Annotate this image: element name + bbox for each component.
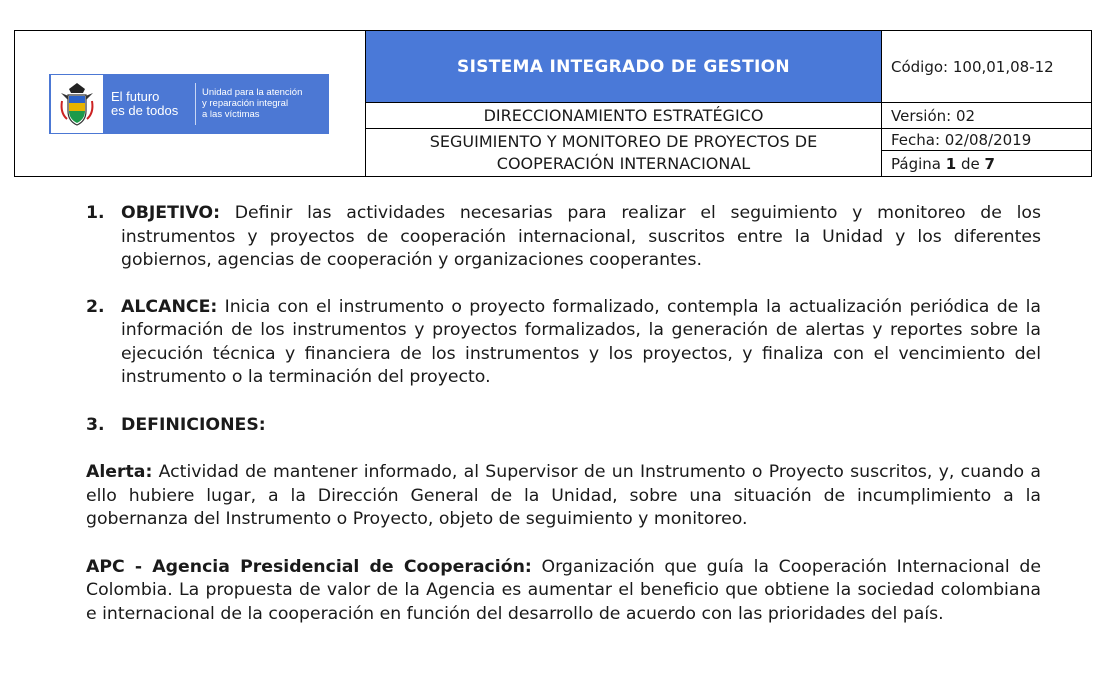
section-objetivo bbox=[86, 202, 1041, 273]
section-body: Definir las actividades necesarias para realizar el seguimiento y monitoreo de los instrumentos y proyectos de cooperación internacional, suscritos entre la Unidad y los diferentes gobiernos, agencias de cooperación y organizaciones cooperantes. bbox=[121, 203, 1041, 270]
definition-text: Organización que guía la Cooperación Internacional de Colombia. La propuesta de valor de la Agencia es aumentar el beneficio que obtiene la sociedad colombiana e internacional de la cooperación en función del desarrollo de acuerdo con las prioridades del país. bbox=[86, 556, 1041, 624]
section-text bbox=[121, 202, 1041, 273]
process-name: DIRECCIONAMIENTO ESTRATÉGICO bbox=[366, 103, 882, 129]
page-prefix: Página bbox=[891, 154, 946, 173]
institution-logo bbox=[49, 74, 329, 134]
document-body bbox=[86, 202, 1041, 626]
definition-text: Actividad de mantener informado, al Supervisor de un Instrumento o Proyecto suscritos, y, cuando a ello hubiere lugar, a la Dirección General de la Unidad, sobre una situación de incumplimiento a la gobernanza del Instrumento o Proyecto, objeto de seguimiento y monitoreo. bbox=[86, 462, 1041, 529]
definition-apc bbox=[86, 556, 1041, 627]
section-number: 1. bbox=[86, 203, 105, 223]
document-header bbox=[14, 30, 1092, 177]
page-separator: de bbox=[956, 154, 985, 173]
definition-term: Alerta: bbox=[86, 462, 153, 482]
definition-term: APC - Agencia Presidencial de Cooperación: bbox=[86, 556, 532, 577]
section-body: Inicia con el instrumento o proyecto formalizado, contempla la actualización periódica de la información de los instrumentos y proyectos formalizados, la generación de alertas y reportes sobre la ejecución técnica y financiera de los instrumentos y los proyectos, y finaliza con el vencimiento del instrumento o la terminación del proyecto. bbox=[121, 296, 1041, 387]
definition-alerta bbox=[86, 461, 1041, 532]
unit-line-1: Unidad para la atención bbox=[202, 87, 303, 98]
unit-line-3: a las víctimas bbox=[202, 109, 260, 120]
procedure-name bbox=[366, 129, 882, 177]
section-label: OBJETIVO: bbox=[121, 203, 220, 223]
coat-of-arms-icon bbox=[51, 75, 103, 133]
page-total: 7 bbox=[984, 154, 995, 173]
document-version: Versión: 02 bbox=[882, 103, 1092, 129]
slogan-line-1: El futuro bbox=[111, 88, 160, 104]
section-number: 2. bbox=[86, 296, 105, 317]
section-alcance bbox=[86, 296, 1041, 390]
page-number bbox=[882, 151, 1092, 177]
section-label: ALCANCE: bbox=[121, 296, 218, 317]
system-title: SISTEMA INTEGRADO DE GESTION bbox=[366, 31, 882, 103]
logo-unit-name bbox=[202, 87, 322, 120]
slogan-line-2: es de todos bbox=[111, 102, 179, 118]
page-current: 1 bbox=[945, 154, 957, 173]
procedure-line-1: SEGUIMIENTO Y MONITOREO DE PROYECTOS DE bbox=[429, 131, 818, 151]
document-date: Fecha: 02/08/2019 bbox=[882, 129, 1092, 151]
procedure-line-2: COOPERACIÓN INTERNACIONAL bbox=[496, 153, 751, 173]
document-code: Código: 100,01,08-12 bbox=[882, 31, 1092, 103]
section-label: DEFINICIONES: bbox=[121, 414, 266, 435]
section-text bbox=[121, 296, 1041, 390]
logo-cell bbox=[15, 31, 366, 177]
logo-slogan bbox=[111, 90, 189, 118]
section-number: 3. bbox=[86, 414, 105, 435]
unit-line-2: y reparación integral bbox=[202, 98, 289, 109]
section-definiciones bbox=[86, 414, 1041, 438]
logo-divider bbox=[195, 83, 196, 125]
